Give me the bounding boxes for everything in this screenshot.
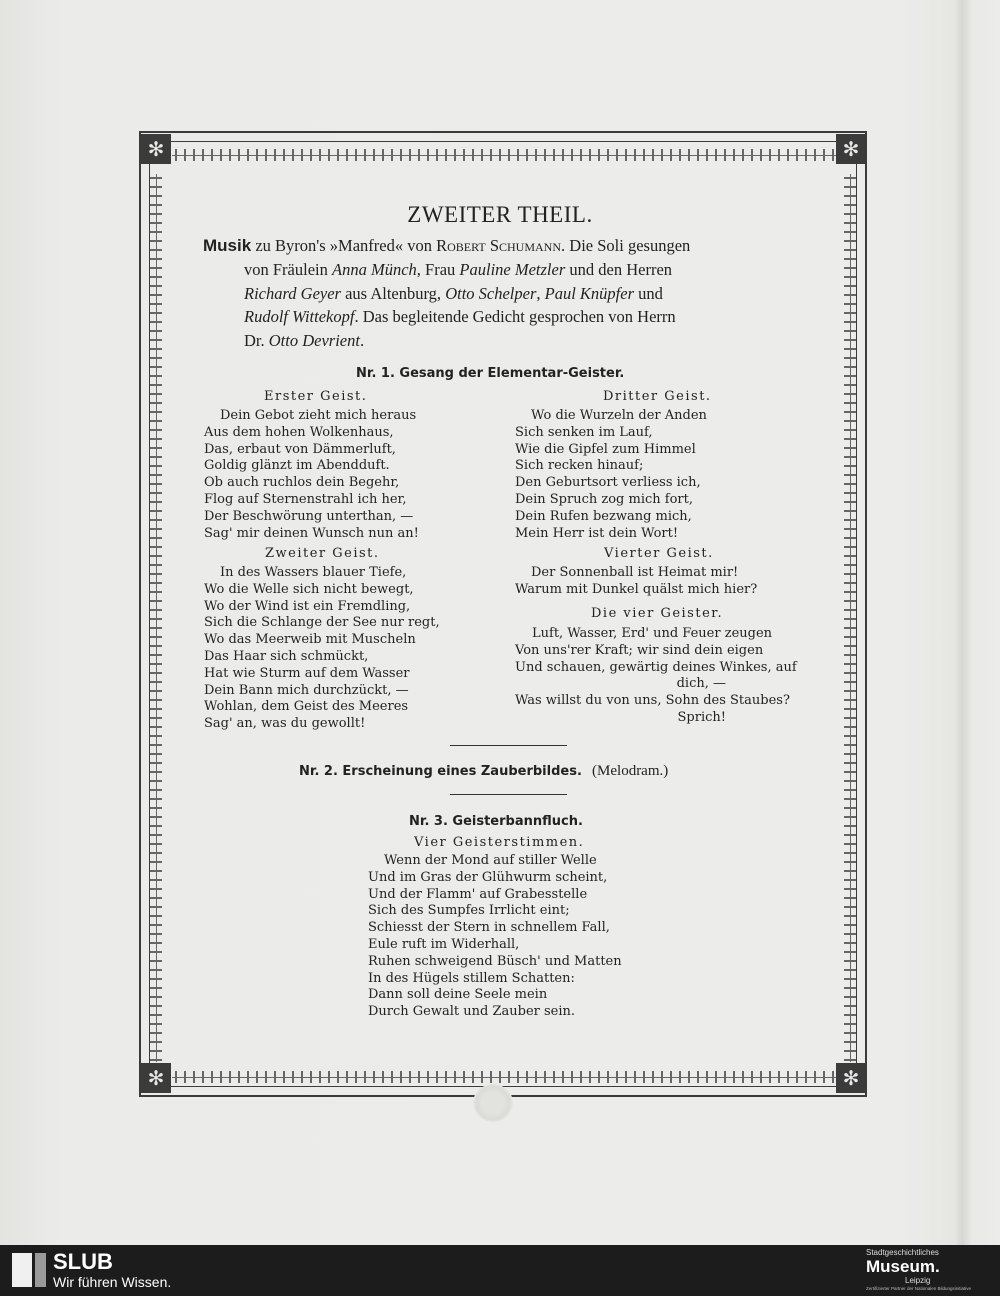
composer-name: Robert Schumann [436,236,562,255]
nr2-note: (Melodram.) [592,763,669,779]
intro-line-5 [244,331,364,351]
page-title: ZWEITER THEIL. [407,202,593,227]
intro-line-3 [244,284,663,304]
singer-name: Rudolf Wittekopf [244,307,355,326]
verse-line: Und der Flamm' auf Grabesstelle [368,886,588,902]
verse-line: Luft, Wasser, Erd' und Feuer zeugen [532,626,773,641]
embossed-seal [473,1084,513,1122]
verse-line: dich, — [676,676,726,692]
singer-name: Pauline Metzler [459,260,566,279]
verse-line: Der Beschwörung unterthan, — [204,508,414,524]
section-divider [450,745,567,746]
verse-line: Durch Gewalt und Zauber sein. [368,1004,576,1020]
verse-line: Sich recken hinauf; [515,458,644,474]
verse-line: Ob auch ruchlos dein Begehr, [204,475,400,491]
frame-corner-rosette [141,134,171,164]
verse-line: Das Haar sich schmückt, [204,648,369,664]
intro-text: von Fräulein [244,260,332,279]
spirit-name-four-voices: Vier Geisterstimmen. [414,835,585,850]
verse-line: Eule ruft im Widerhall, [368,936,520,952]
frame-vine-left [150,174,162,1062]
verse-line: Dein Rufen bezwang mich, [515,508,692,524]
frame-corner-rosette [836,134,866,164]
verse-line: Warum mit Dunkel quälst mich hier? [515,581,758,597]
verse-line: Wo die Welle sich nicht bewegt, [204,581,414,597]
singer-name: Richard Geyer [244,284,341,303]
museum-prefix: Stadtgeschichtliches [866,1248,939,1257]
verse-line: Aus dem hohen Wolkenhaus, [204,424,394,440]
frame-vine-bottom [172,1071,836,1083]
nr2-heading-text: Nr. 2. Erscheinung eines Zauberbildes. [299,764,582,779]
verse-line: Wohlan, dem Geist des Meeres [204,699,409,715]
verse-line: Schiesst der Stern in schnellem Fall, [368,920,610,936]
verse-line: Wo das Meerweib mit Muscheln [204,632,416,648]
slub-logo-icon [12,1253,46,1287]
frame-corner-rosette [836,1063,866,1093]
intro-line-2 [244,260,672,280]
verse-line: Und schauen, gewärtig deines Winkes, auf [515,659,797,675]
spirit-name-second: Zweiter Geist. [265,546,380,561]
verse-line: Wo die Wurzeln der Anden [531,408,707,423]
verse-line: Sich die Schlange der See nur regt, [204,615,440,631]
spirit-name-first: Erster Geist. [264,389,368,404]
spirit-name-fourth: Vierter Geist. [604,546,714,561]
speaker-name: Otto Devrient [268,331,360,350]
verse-line: Dein Spruch zog mich fort, [515,491,693,507]
verse-line: Sprich! [677,709,726,725]
singer-name: Paul Knüpfer [544,284,634,303]
verse-line: In des Wassers blauer Tiefe, [220,565,407,580]
intro-text: und [634,284,663,303]
verse-curse [368,853,622,1021]
verse-line: Sich senken im Lauf, [515,424,653,440]
verse-line: Mein Herr ist dein Wort! [515,525,679,541]
verse-line: In des Hügels stillem Schatten: [368,970,575,986]
partner-note: Zertifizierter Partner der Nationalen Bildungsinitiative [866,1286,972,1291]
verse-all-spirits [515,626,812,727]
museum-city: Leipzig [905,1276,931,1285]
verse-fourth-spirit [515,565,757,599]
verse-line: Ruhen schweigend Büsch' und Matten [368,953,622,969]
frame-vine-top [172,149,836,161]
verse-line: Wo der Wind ist ein Fremdling, [204,598,411,614]
verse-line: Wie die Gipfel zum Himmel [515,441,696,457]
verse-line: Dein Gebot zieht mich heraus [220,408,417,423]
section-heading-nr1: Nr. 1. Gesang der Elementar-Geister. [356,366,625,381]
intro-line-1 [203,236,690,256]
footer-bar [0,1245,1000,1296]
verse-line: Flog auf Sternenstrahl ich her, [204,491,407,507]
intro-text: aus Altenburg, [340,284,446,303]
frame-corner-rosette [141,1063,171,1093]
intro-text: . Das begleitende Gedicht gesprochen von Herrn [354,307,676,326]
intro-line-4 [244,307,676,327]
intro-musik: Musik [203,236,252,255]
verse-line: Von uns'rer Kraft; wir sind dein eigen [515,642,764,658]
section-heading-nr3: Nr. 3. Geisterbannfluch. [409,814,583,829]
verse-line: Sich des Sumpfes Irrlicht eint; [368,903,570,919]
verse-line: Das, erbaut von Dämmerluft, [204,441,396,457]
intro-text: . Die Soli gesungen [561,236,691,255]
verse-line: Der Sonnenball ist Heimat mir! [531,565,739,580]
verse-first-spirit [204,408,419,542]
verse-second-spirit [204,565,440,733]
intro-text: und den Herren [565,260,673,279]
frame-vine-right [844,174,856,1062]
verse-line: Goldig glänzt im Abendduft. [204,458,390,474]
intro-text: . [359,331,365,350]
verse-line: Den Geburtsort verliess ich, [515,475,701,491]
verse-line: Sag' an, was du gewollt! [204,716,366,732]
section-divider [450,794,567,795]
museum-wordmark: Museum. [866,1257,940,1276]
intro-text: , Frau [416,260,460,279]
intro-text: , [536,284,545,303]
verse-line: Und im Gras der Glühwurm scheint, [368,869,608,885]
singer-name: Anna Münch [332,260,417,279]
section-heading-nr2 [299,763,668,780]
verse-line: Hat wie Sturm auf dem Wasser [204,665,410,681]
verse-line: Wenn der Mond auf stiller Welle [384,853,597,868]
verse-third-spirit [515,408,707,542]
intro-text: Dr. [244,331,269,350]
slub-wordmark: SLUB [53,1249,113,1274]
singer-name: Otto Schelper [445,284,537,303]
verse-line: Sag' mir deinen Wunsch nun an! [204,525,419,541]
verse-line: Dann soll deine Seele mein [368,987,548,1003]
intro-text: zu Byron's »Manfred« von [251,236,437,255]
verse-line: Dein Bann mich durchzückt, — [204,682,409,698]
verse-line: Was willst du von uns, Sohn des Staubes? [515,693,790,709]
slub-slogan: Wir führen Wissen. [53,1274,172,1290]
spirit-name-third: Dritter Geist. [603,389,712,404]
spirit-name-all-four: Die vier Geister. [591,606,724,621]
